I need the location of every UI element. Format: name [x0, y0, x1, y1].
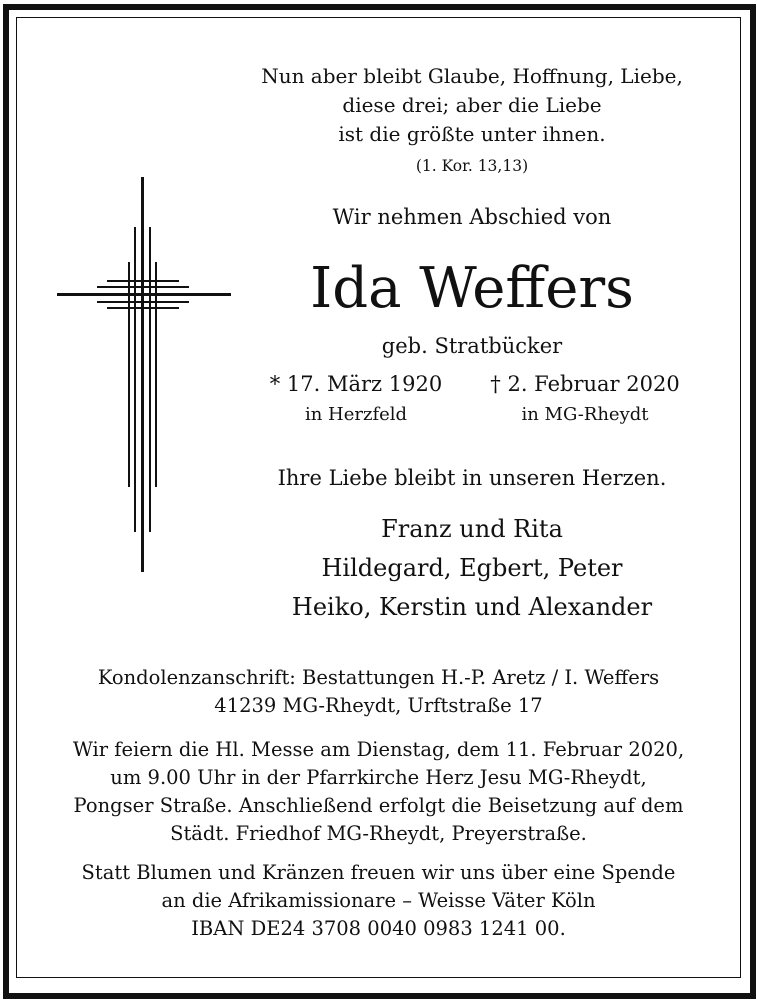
mass-line-3: Pongser Straße. Anschließend erfolgt die Beisetzung auf dem — [73, 794, 684, 817]
maiden-name: geb. Stratbücker — [381, 334, 563, 358]
donation-line-1: Statt Blumen und Kränzen freuen wir uns über eine Spende — [81, 861, 676, 884]
donation-line-2: an die Afrikamissionare – Weisse Väter Köln — [161, 889, 596, 912]
birth-date: * 17. März 1920 — [269, 372, 443, 396]
cross-icon — [52, 172, 236, 572]
verse-line-1: Nun aber bleibt Glaube, Hoffnung, Liebe, — [261, 64, 683, 88]
mass-line-4: Städt. Friedhof MG-Rheydt, Preyerstraße. — [170, 822, 587, 845]
death-date: † 2. Februar 2020 — [490, 372, 680, 396]
deceased-name: Ida Weffers — [310, 256, 634, 321]
verse-reference: (1. Kor. 13,13) — [415, 157, 529, 175]
condolence-line-1: Kondolenzanschrift: Bestattungen H.-P. Aretz / I. Weffers — [97, 666, 660, 689]
mass-line-2: um 9.00 Uhr in der Pfarrkirche Herz Jesu MG-Rheydt, — [110, 766, 647, 789]
birth-place: in Herzfeld — [304, 404, 408, 425]
life-dates — [232, 372, 712, 432]
family-line-3: Heiko, Kerstin und Alexander — [291, 593, 653, 621]
death-place: in MG-Rheydt — [521, 404, 649, 425]
mass-line-1: Wir feiern die Hl. Messe am Dienstag, dem 11. Februar 2020, — [72, 738, 685, 761]
family-line-1: Franz und Rita — [381, 515, 563, 543]
farewell-line: Wir nehmen Abschied von — [332, 205, 612, 229]
family-line-2: Hildegard, Egbert, Peter — [321, 554, 623, 582]
donation-iban: IBAN DE24 3708 0040 0983 1241 00. — [191, 917, 566, 940]
verse-line-3: ist die größte unter ihnen. — [338, 122, 606, 146]
verse-line-2: diese drei; aber die Liebe — [342, 93, 602, 117]
memorial-quote: Ihre Liebe bleibt in unseren Herzen. — [277, 466, 667, 490]
condolence-line-2: 41239 MG-Rheydt, Urftstraße 17 — [214, 694, 543, 717]
